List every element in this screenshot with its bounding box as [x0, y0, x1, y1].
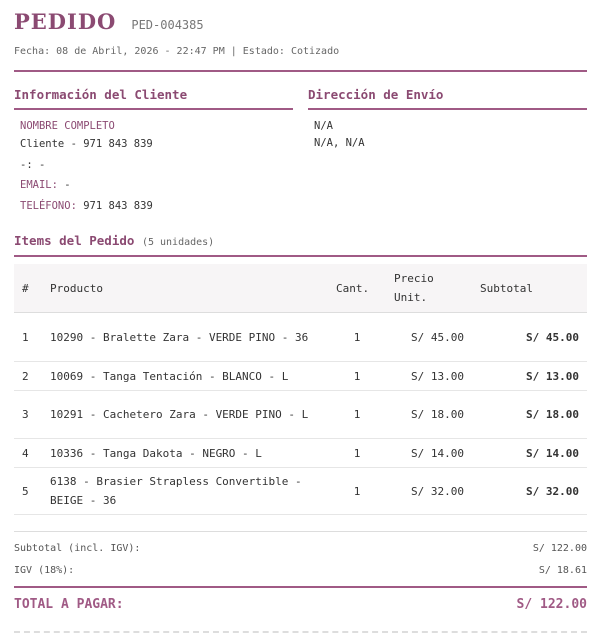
phone-value: 971 843 839 — [76, 200, 153, 212]
row-unit-price: S/ 18.00 — [386, 391, 472, 439]
row-product: 10291 - Cachetero Zara - VERDE PINO - L — [42, 391, 328, 439]
table-row — [14, 468, 587, 515]
summary-divider — [14, 531, 587, 532]
client-name-label: NOMBRE COMPLETO — [20, 120, 115, 132]
row-subtotal: S/ 14.00 — [472, 439, 587, 468]
subtotal-value: S/ 122.00 — [532, 543, 587, 554]
order-meta: Fecha: 08 de Abril, 2026 - 22:47 PM | Estado: Cotizado — [14, 46, 340, 57]
client-info-divider — [14, 108, 293, 110]
items-heading-label: Items del Pedido — [14, 233, 135, 248]
client-info-heading: Información del Cliente — [14, 87, 188, 102]
email-label: EMAIL: — [20, 179, 58, 191]
items-heading — [14, 233, 214, 248]
col-qty-header: Cant. — [328, 264, 386, 313]
order-number: PED-004385 — [131, 18, 204, 32]
subtotal-label: Subtotal (incl. IGV): — [14, 543, 141, 554]
row-qty: 1 — [328, 362, 386, 391]
row-unit-price: S/ 14.00 — [386, 439, 472, 468]
row-unit-price: S/ 32.00 — [386, 468, 472, 515]
phone-label: TELÉFONO: — [20, 200, 77, 212]
items-divider — [14, 255, 587, 257]
table-row — [14, 391, 587, 439]
shipping-heading: Dirección de Envío — [308, 87, 444, 102]
row-number: 3 — [14, 391, 42, 439]
client-name-value: Cliente - 971 843 839 — [20, 138, 153, 150]
client-email-line — [20, 179, 71, 191]
row-unit-price: S/ 13.00 — [386, 362, 472, 391]
row-number: 5 — [14, 468, 42, 515]
total-value: S/ 122.00 — [516, 597, 587, 612]
row-number: 1 — [14, 313, 42, 362]
row-subtotal: S/ 45.00 — [472, 313, 587, 362]
igv-row — [14, 565, 587, 576]
items-table — [14, 264, 587, 515]
row-qty: 1 — [328, 439, 386, 468]
table-row — [14, 313, 587, 362]
row-product: 10336 - Tanga Dakota - NEGRO - L — [42, 439, 328, 468]
row-product: 10290 - Bralette Zara - VERDE PINO - 36 — [42, 313, 328, 362]
row-number: 2 — [14, 362, 42, 391]
shipping-line-1: N/A — [314, 120, 333, 132]
header-divider — [14, 70, 587, 72]
table-header-row — [14, 264, 587, 313]
igv-value: S/ 18.61 — [538, 565, 587, 576]
row-product: 10069 - Tanga Tentación - BLANCO - L — [42, 362, 328, 391]
row-qty: 1 — [328, 468, 386, 515]
row-qty: 1 — [328, 313, 386, 362]
col-number-header: # — [14, 264, 42, 313]
items-count: (5 unidades) — [141, 237, 215, 248]
row-qty: 1 — [328, 391, 386, 439]
shipping-line-2: N/A, N/A — [314, 137, 365, 149]
footer-dashed-divider — [14, 631, 587, 633]
client-id-line: -: - — [20, 159, 46, 171]
total-label: TOTAL A PAGAR: — [14, 597, 124, 612]
email-value: - — [57, 179, 71, 191]
total-row — [14, 597, 587, 612]
document-title: PEDIDO — [14, 9, 117, 34]
client-phone-line — [20, 200, 153, 212]
row-unit-price: S/ 45.00 — [386, 313, 472, 362]
subtotal-row — [14, 543, 587, 554]
row-subtotal: S/ 13.00 — [472, 362, 587, 391]
table-row — [14, 362, 587, 391]
igv-label: IGV (18%): — [14, 565, 75, 576]
row-number: 4 — [14, 439, 42, 468]
document-header — [14, 9, 204, 34]
shipping-divider — [308, 108, 587, 110]
table-row — [14, 439, 587, 468]
col-unit-price-header: Precio Unit. — [386, 264, 472, 313]
row-subtotal: S/ 32.00 — [472, 468, 587, 515]
row-subtotal: S/ 18.00 — [472, 391, 587, 439]
row-product: 6138 - Brasier Strapless Convertible - BEIGE - 36 — [42, 468, 328, 515]
col-product-header: Producto — [42, 264, 328, 313]
col-subtotal-header: Subtotal — [472, 264, 587, 313]
total-divider — [14, 586, 587, 588]
